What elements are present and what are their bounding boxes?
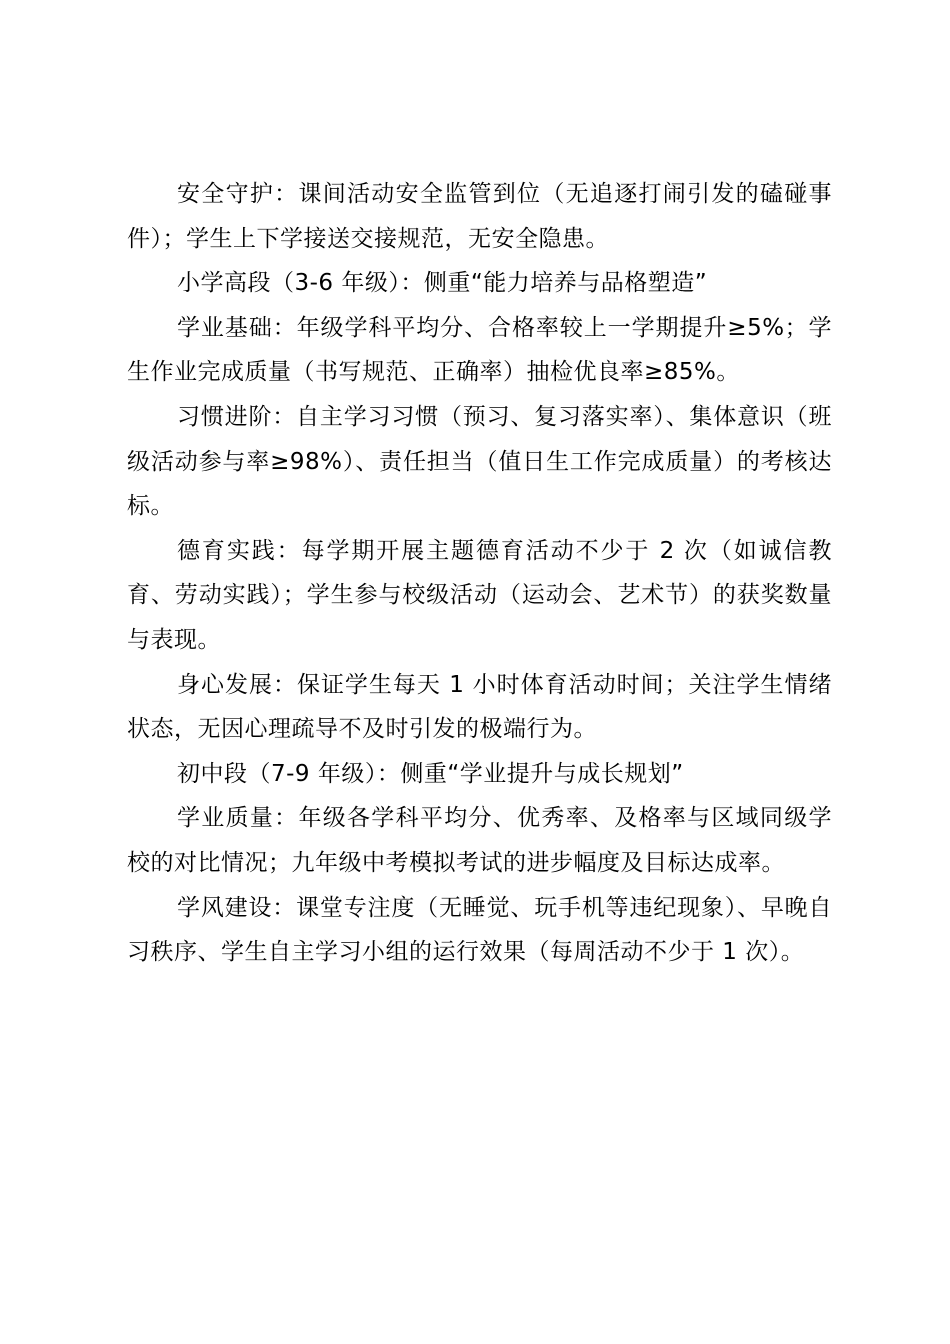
paragraph-safety: 安全守护：课间活动安全监管到位（无追逐打闹引发的磕碰事件）；学生上下学接送交接规范，无安全隐患。 — [127, 181, 832, 252]
paragraph-study-style: 学风建设：课堂专注度（无睡觉、玩手机等违纪现象）、早晚自习秩序、学生自主学习小组的运行效果（每周活动不少于 1 次）。 — [127, 894, 832, 966]
paragraph-moral-practice: 德育实践：每学期开展主题德育活动不少于 2 次（如诚信教育、劳动实践）；学生参与校级活动（运动会、艺术节）的获奖数量与表现。 — [127, 537, 832, 653]
heading-primary-upper: 小学高段（3-6 年级）：侧重“能力培养与品格塑造” — [177, 270, 708, 297]
paragraph-physical-mental: 身心发展：保证学生每天 1 小时体育活动时间；关注学生情绪状态，无因心理疏导不及时引发的极端行为。 — [127, 671, 832, 743]
heading-junior-high: 初中段（7-9 年级）：侧重“学业提升与成长规划” — [177, 760, 684, 787]
paragraph-academic-foundation: 学业基础：年级学科平均分、合格率较上一学期提升≥5%；学生作业完成质量（书写规范、正确率）抽检优良率≥85%。 — [127, 314, 832, 386]
paragraph-academic-quality: 学业质量：年级各学科平均分、优秀率、及格率与区域同级学校的对比情况；九年级中考模拟考试的进步幅度及目标达成率。 — [127, 805, 832, 876]
paragraph-habit-advancement: 习惯进阶：自主学习习惯（预习、复习落实率）、集体意识（班级活动参与率≥98%）、责任担当（值日生工作完成质量）的考核达标。 — [127, 403, 832, 520]
document-body — [127, 172, 832, 975]
